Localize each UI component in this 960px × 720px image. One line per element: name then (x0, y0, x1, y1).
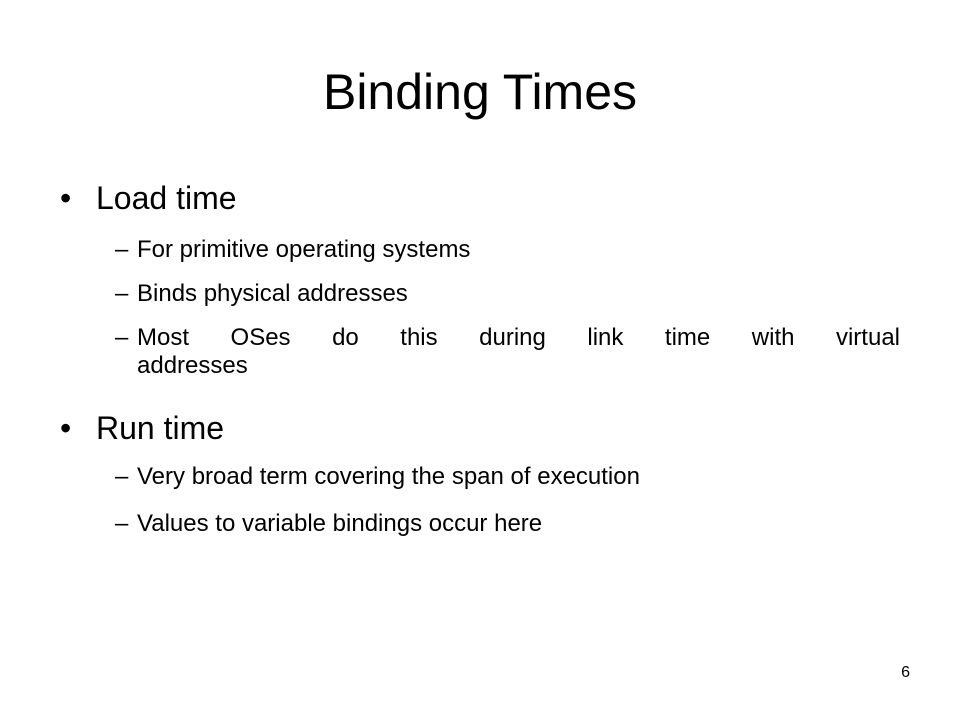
page-number: 6 (901, 664, 910, 681)
dash-icon: – (115, 510, 129, 537)
subitem-label-line-1: Most OSes do this during link time with virtual (137, 324, 900, 351)
bullet-label: Load time (96, 180, 237, 216)
slide-title: Binding Times (322, 64, 638, 120)
dash-icon: – (115, 280, 129, 307)
bullet-label: Run time (96, 410, 225, 446)
subitem-label-line-2: addresses (137, 352, 248, 379)
subitem-label (137, 324, 900, 380)
bullet-icon: • (60, 410, 72, 446)
bullet-icon: • (60, 180, 72, 216)
subitem-label: Binds physical addresses (137, 280, 408, 307)
dash-icon: – (115, 236, 129, 263)
subitem-label: Values to variable bindings occur here (137, 510, 543, 537)
dash-icon: – (115, 324, 129, 351)
dash-icon: – (115, 463, 129, 490)
subitem-label: For primitive operating systems (137, 236, 471, 263)
subitem-label: Very broad term covering the span of execution (137, 463, 640, 490)
